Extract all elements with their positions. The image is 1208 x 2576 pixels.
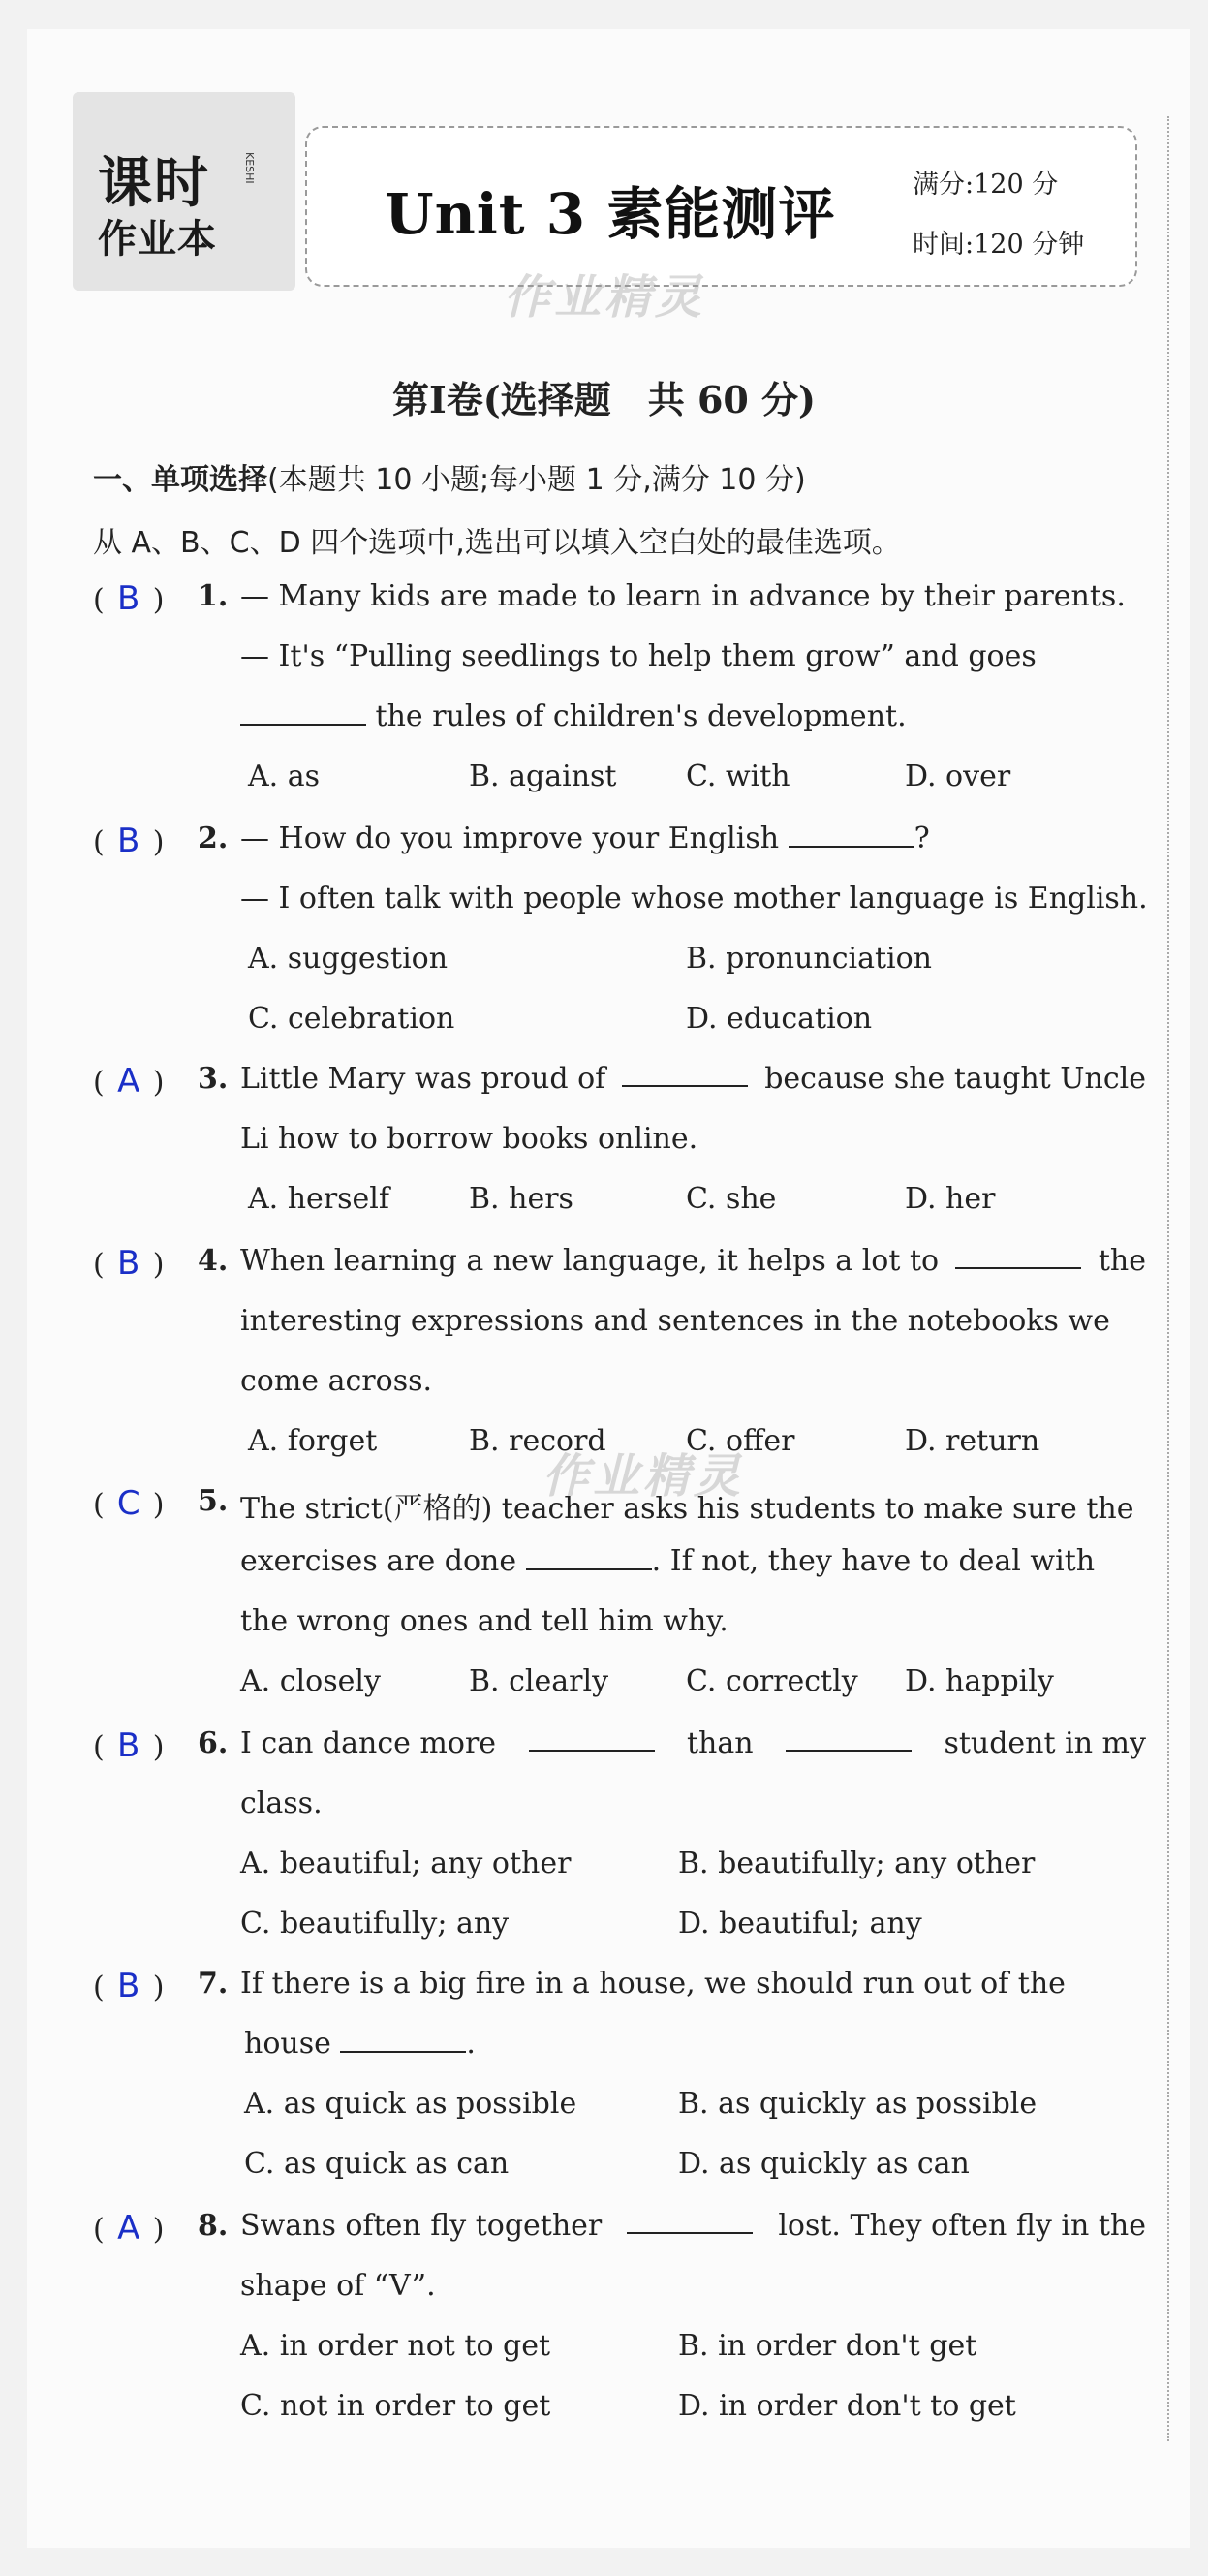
question-line — [240, 822, 930, 855]
exam-meta — [913, 155, 1084, 275]
question-text: the — [1098, 1244, 1146, 1278]
question-line: shape of “V”. — [240, 2269, 436, 2303]
question-text: Little Mary was proud of — [240, 1062, 606, 1096]
option-c: C. correctly — [686, 1664, 858, 1698]
logo-bottom-text: 作业本 — [98, 217, 217, 262]
answer-blank — [529, 1726, 655, 1752]
part-heading — [93, 455, 806, 498]
answer-mark: B — [117, 579, 140, 618]
answer-paren: ( B ) — [93, 822, 165, 860]
question-text: the rules of children's development. — [375, 699, 907, 733]
option-b: B. in order don't get — [678, 2329, 977, 2363]
question-line — [240, 699, 907, 733]
logo-top-text: 课时 — [98, 152, 210, 215]
option-c: C. with — [686, 760, 790, 793]
option-d: D. as quickly as can — [678, 2147, 970, 2181]
option-a: A. in order not to get — [240, 2329, 551, 2363]
option-d: D. education — [686, 1002, 873, 1036]
question-line — [240, 1544, 1095, 1578]
question-number: 5. — [198, 1484, 229, 1518]
answer-paren: ( C ) — [93, 1484, 165, 1523]
logo-side-text: KESHI — [243, 152, 256, 184]
question-line: The strict(严格的) teacher asks his students to make sure the — [240, 1492, 1134, 1526]
option-a: A. forget — [248, 1424, 378, 1458]
option-d: D. her — [905, 1182, 996, 1216]
question-text: exercises are done — [240, 1544, 517, 1578]
part-heading-rest: (本题共 10 小题;每小题 1 分,满分 10 分) — [267, 463, 806, 497]
question-line — [244, 2027, 476, 2061]
question-line — [240, 2209, 1146, 2243]
answer-mark: B — [117, 822, 140, 860]
option-c: C. celebration — [248, 1002, 455, 1036]
option-c: C. as quick as can — [244, 2147, 510, 2181]
answer-blank — [955, 1244, 1081, 1269]
question-text: I can dance more — [240, 1726, 497, 1760]
question-text: . — [466, 2027, 476, 2061]
option-b: B. pronunciation — [686, 942, 933, 976]
answer-paren: ( B ) — [93, 1726, 165, 1765]
option-c: C. she — [686, 1182, 777, 1216]
question-line: — Many kids are made to learn in advance by their parents. — [240, 579, 1126, 613]
option-a: A. closely — [240, 1664, 381, 1698]
option-b: B. against — [469, 760, 617, 793]
answer-paren: ( B ) — [93, 1967, 165, 2005]
answer-mark: B — [117, 1967, 140, 2005]
question-line: — I often talk with people whose mother language is English. — [240, 882, 1148, 916]
logo — [73, 92, 295, 291]
option-a: A. as — [248, 760, 321, 793]
option-a: A. herself — [248, 1182, 390, 1216]
watermark: 作业精灵 — [542, 1449, 745, 1504]
watermark: 作业精灵 — [504, 270, 706, 325]
option-a: A. beautiful; any other — [240, 1847, 572, 1880]
question-number: 1. — [198, 579, 229, 613]
question-text: . If not, they have to deal with — [651, 1544, 1096, 1578]
option-b: B. clearly — [469, 1664, 609, 1698]
answer-blank — [789, 822, 914, 848]
option-c: C. offer — [686, 1424, 795, 1458]
option-d: D. return — [905, 1424, 1040, 1458]
option-b: B. as quickly as possible — [678, 2087, 1038, 2121]
question-number: 3. — [198, 1062, 229, 1096]
option-c: C. not in order to get — [240, 2389, 551, 2423]
answer-blank — [240, 700, 366, 726]
question-number: 2. — [198, 822, 229, 855]
question-text: Swans often fly together — [240, 2209, 603, 2243]
option-a: A. as quick as possible — [244, 2087, 577, 2121]
answer-paren: ( A ) — [93, 2209, 165, 2248]
option-d: D. beautiful; any — [678, 1907, 922, 1940]
question-line — [240, 1726, 1146, 1760]
question-line: Li how to borrow books online. — [240, 1122, 698, 1156]
answer-mark: B — [117, 1726, 140, 1765]
answer-paren: ( B ) — [93, 1244, 165, 1283]
section-title: 第Ⅰ卷(选择题 共 60 分) — [391, 378, 817, 421]
question-line: the wrong ones and tell him why. — [240, 1604, 728, 1638]
question-number: 7. — [198, 1967, 229, 2001]
question-line: — It's “Pulling seedlings to help them grow” and goes — [240, 639, 1037, 673]
answer-blank — [526, 1545, 652, 1570]
time-limit: 时间:120 分钟 — [913, 230, 1085, 260]
answer-blank — [340, 2028, 466, 2053]
answer-blank — [786, 1726, 912, 1752]
question-text: lost. They often fly in the — [778, 2209, 1146, 2243]
question-number: 4. — [198, 1244, 229, 1278]
full-score: 满分:120 分 — [913, 170, 1059, 200]
option-b: B. hers — [469, 1182, 573, 1216]
answer-blank — [622, 1062, 748, 1087]
instruction: 从 A、B、C、D 四个选项中,选出可以填入空白处的最佳选项。 — [93, 526, 901, 560]
question-text: — How do you improve your English — [240, 822, 780, 855]
question-text: student in my — [944, 1726, 1146, 1760]
option-b: B. beautifully; any other — [678, 1847, 1036, 1880]
answer-paren: ( B ) — [93, 579, 165, 618]
answer-paren: ( A ) — [93, 1062, 165, 1101]
title-box — [305, 126, 1137, 287]
question-text: When learning a new language, it helps a lot to — [240, 1244, 940, 1278]
question-line: come across. — [240, 1364, 433, 1398]
answer-mark: C — [116, 1484, 140, 1523]
option-c: C. beautifully; any — [240, 1907, 510, 1940]
answer-blank — [627, 2209, 753, 2234]
option-d: D. happily — [905, 1664, 1054, 1698]
question-number: 8. — [198, 2209, 229, 2243]
page-title: Unit 3 素能测评 — [385, 181, 836, 247]
question-line: interesting expressions and sentences in the notebooks we — [240, 1304, 1110, 1338]
option-b: B. record — [469, 1424, 606, 1458]
answer-mark: A — [117, 2209, 140, 2248]
answer-mark: B — [117, 1244, 140, 1283]
question-text: because she taught Uncle — [764, 1062, 1146, 1096]
question-text: ? — [914, 822, 930, 855]
option-d: D. over — [905, 760, 1011, 793]
option-a: A. suggestion — [248, 942, 449, 976]
question-line: If there is a big fire in a house, we should run out of the — [240, 1967, 1066, 2001]
answer-mark: A — [117, 1062, 140, 1101]
question-line — [240, 1244, 1146, 1278]
question-text: than — [686, 1726, 754, 1760]
option-d: D. in order don't to get — [678, 2389, 1016, 2423]
question-line — [240, 1062, 1146, 1096]
question-text: house — [244, 2027, 331, 2061]
question-line: class. — [240, 1786, 323, 1820]
margin-rule — [1167, 116, 1169, 2441]
part-heading-bold: 一、单项选择 — [93, 463, 267, 497]
question-number: 6. — [198, 1726, 229, 1760]
